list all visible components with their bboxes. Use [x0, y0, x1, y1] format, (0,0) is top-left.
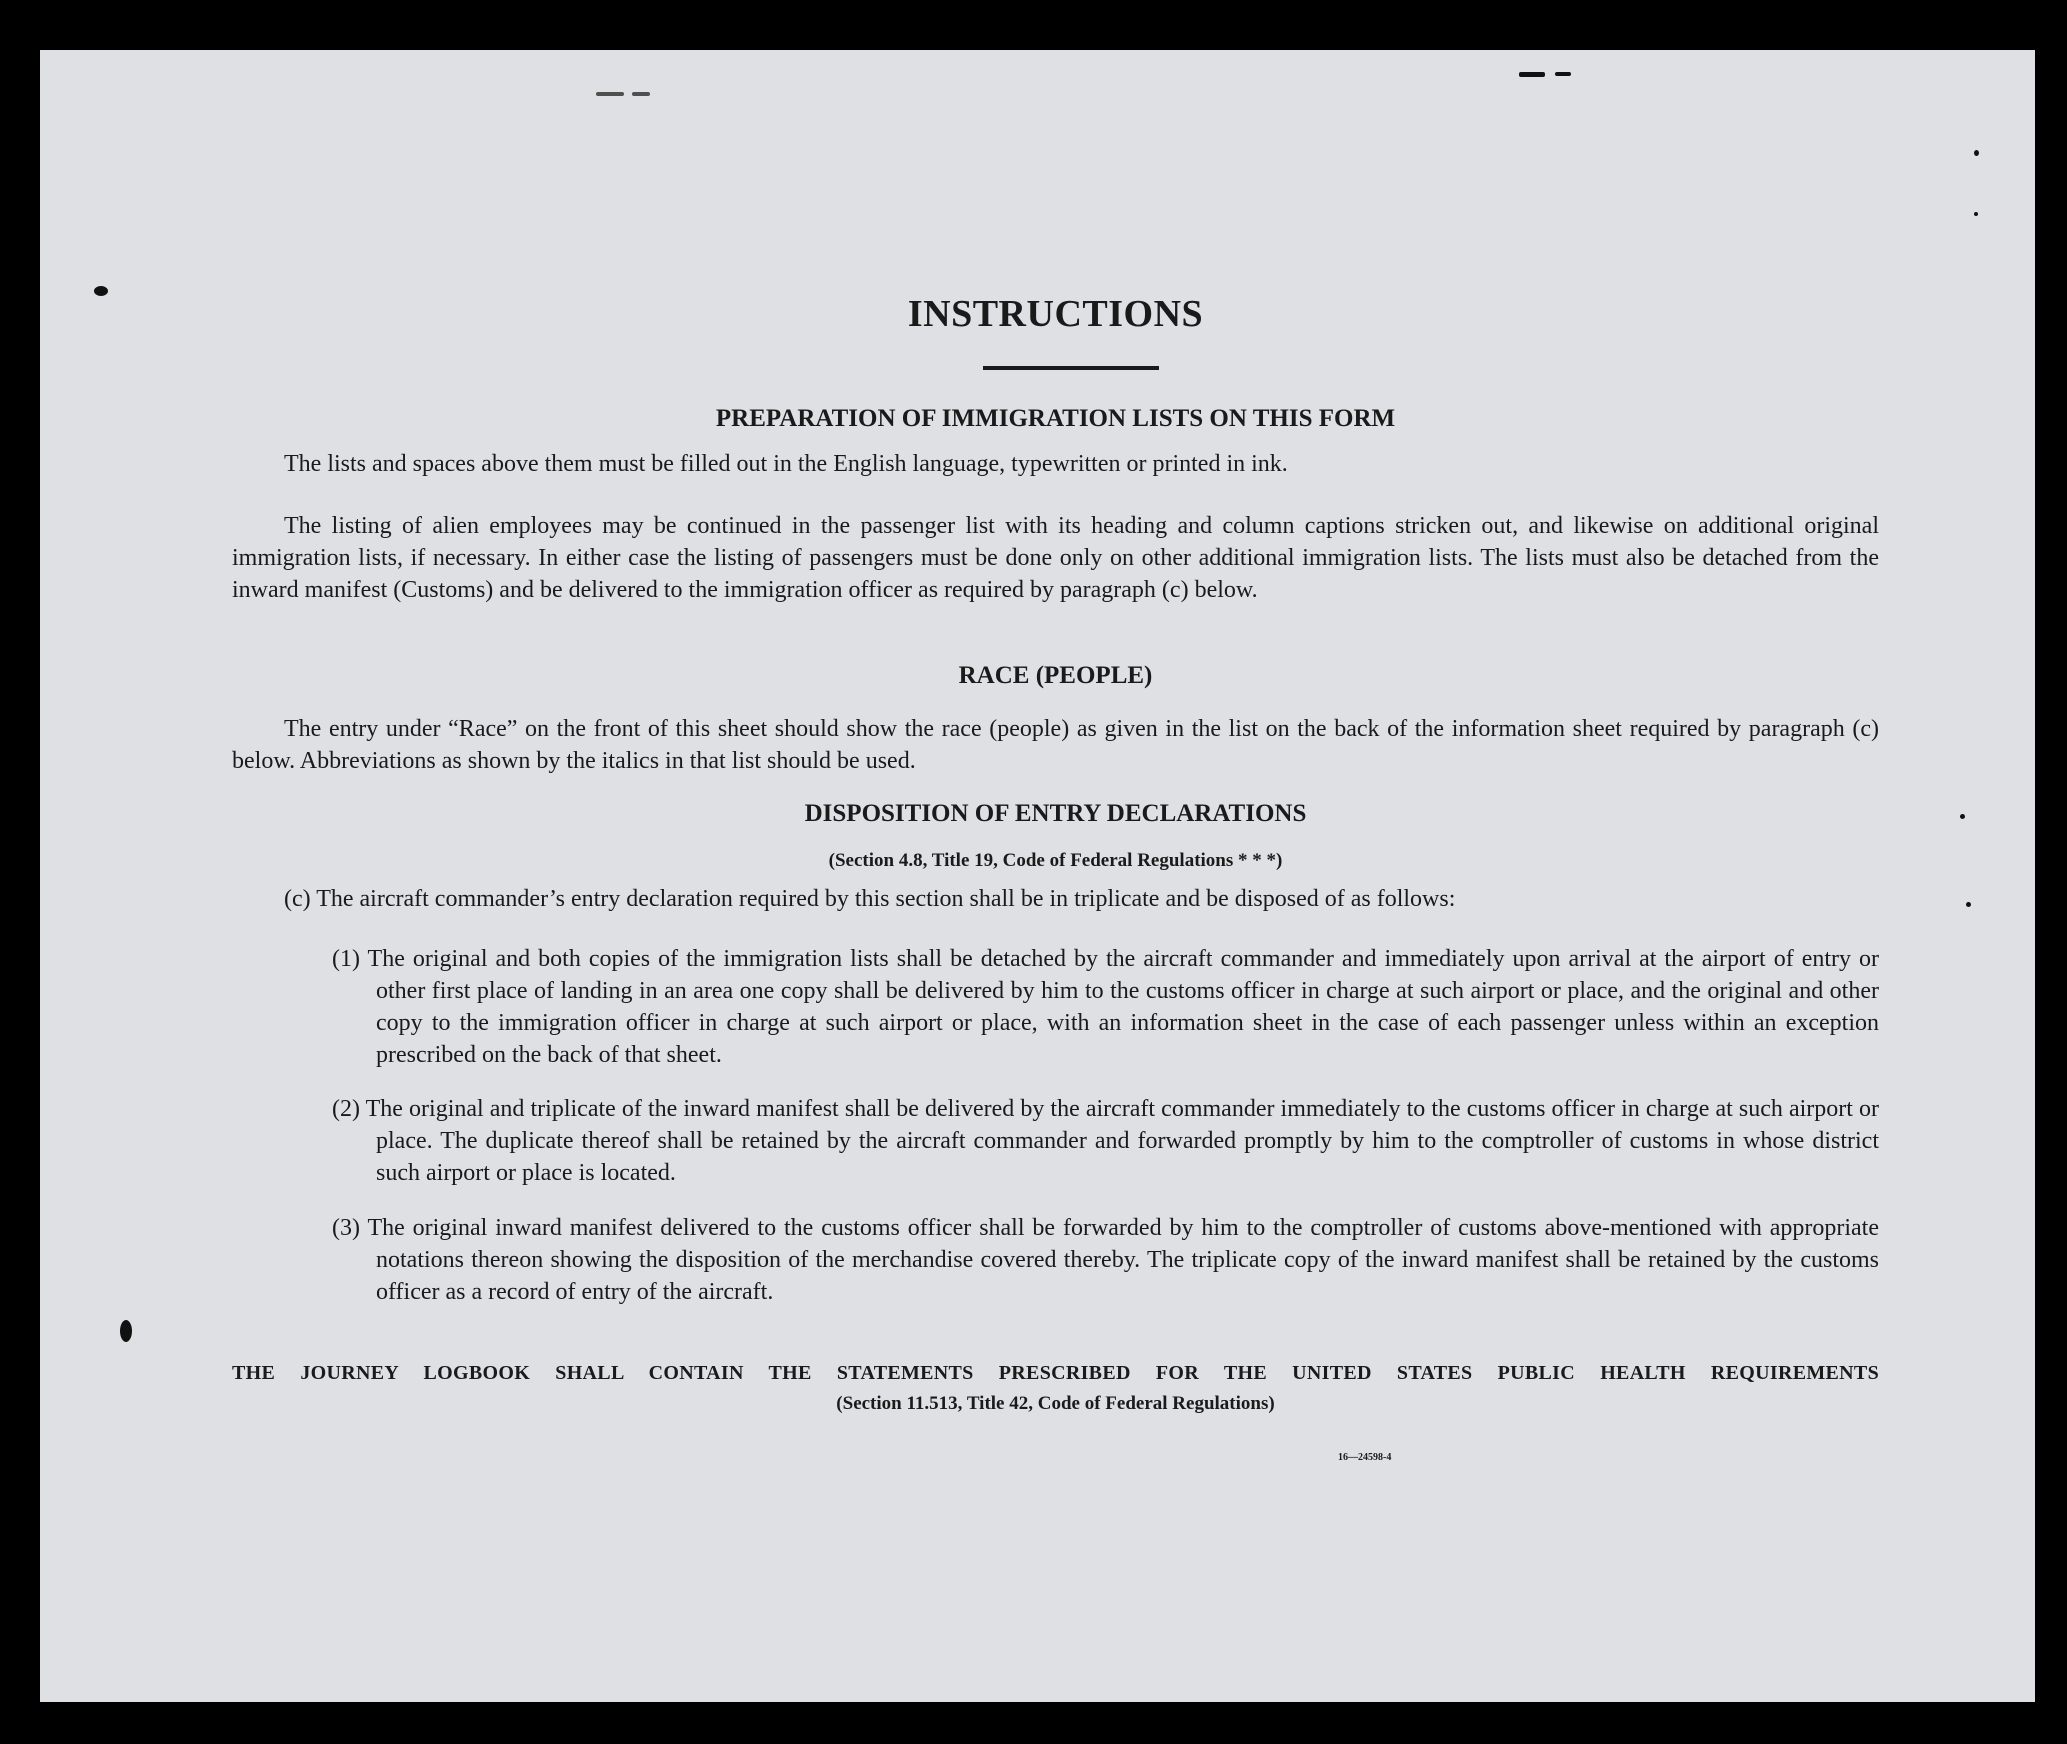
preparation-paragraph-2: The listing of alien employees may be continued in the passenger list with its heading and column captions stricken out, and likewise on additional original immigration lists, if necessary. In either case the listing of passengers must be done only on other additional immigration lists. The lists must also be detached from the inward manifest (Customs) and be delivered to the immigration officer as required by paragraph (c) below. [232, 513, 1879, 603]
scan-speck [1966, 902, 1971, 907]
preparation-paragraph-1: The lists and spaces above them must be filled out in the English language, typewritten or printed in ink. [284, 451, 1288, 477]
scan-speck [1974, 150, 1979, 156]
page-title: INSTRUCTIONS [907, 293, 1204, 335]
document-sheet [40, 50, 2035, 1702]
scan-speck [1519, 72, 1545, 77]
scan-speck [94, 286, 108, 296]
disposition-citation: (Section 4.8, Title 19, Code of Federal Regulations * * *) [828, 850, 1283, 871]
title-rule [983, 366, 1159, 370]
scan-speck [1960, 814, 1965, 819]
race-paragraph: The entry under “Race” on the front of this sheet should show the race (people) as given in the list on the back of the information sheet required by paragraph (c) below. Abbreviations as shown by the italics in that list should be used. [232, 716, 1879, 774]
scan-speck [596, 92, 624, 96]
footer-statement: THE JOURNEY LOGBOOK SHALL CONTAIN THE STATEMENTS PRESCRIBED FOR THE UNITED STATES PUBLIC HEALTH REQUIREMENTS [232, 1362, 1879, 1384]
footer-citation: (Section 11.513, Title 42, Code of Federal Regulations) [836, 1393, 1275, 1414]
heading-preparation: PREPARATION OF IMMIGRATION LISTS ON THIS FORM [715, 405, 1396, 432]
scan-speck [1555, 72, 1571, 76]
scan-speck [632, 92, 650, 96]
heading-race: RACE (PEOPLE) [958, 662, 1153, 689]
disposition-item-1: (1) The original and both copies of the immigration lists shall be detached by the aircraft commander and immediately upon arrival at the airport of entry or other first place of landing in an area one copy shall be delivered by him to the customs officer in charge at such airport or place, and the original and other copy to the immigration officer in charge at such airport or place, with an information sheet in the case of each passenger unless within an exception prescribed on the back of that sheet. [332, 946, 1879, 1068]
disposition-intro: (c) The aircraft commander’s entry declaration required by this section shall be in triplicate and be disposed of as follows: [284, 886, 1456, 912]
disposition-item-3: (3) The original inward manifest delivered to the customs officer shall be forwarded by him to the comptroller of customs above-mentioned with appropriate notations thereon showing the disposition of the merchandise covered thereby. The triplicate copy of the inward manifest shall be retained by the customs officer as a record of entry of the aircraft. [332, 1215, 1879, 1305]
disposition-item-2: (2) The original and triplicate of the inward manifest shall be delivered by the aircraft commander immediately to the customs officer in charge at such airport or place. The duplicate thereof shall be retained by the aircraft commander and forwarded promptly by him to the comptroller of customs in whose district such airport or place is located. [332, 1096, 1879, 1186]
scan-speck [120, 1320, 132, 1342]
scan-speck [1974, 212, 1978, 216]
heading-disposition: DISPOSITION OF ENTRY DECLARATIONS [804, 800, 1307, 827]
form-number: 16—24598-4 [1338, 1452, 1392, 1463]
